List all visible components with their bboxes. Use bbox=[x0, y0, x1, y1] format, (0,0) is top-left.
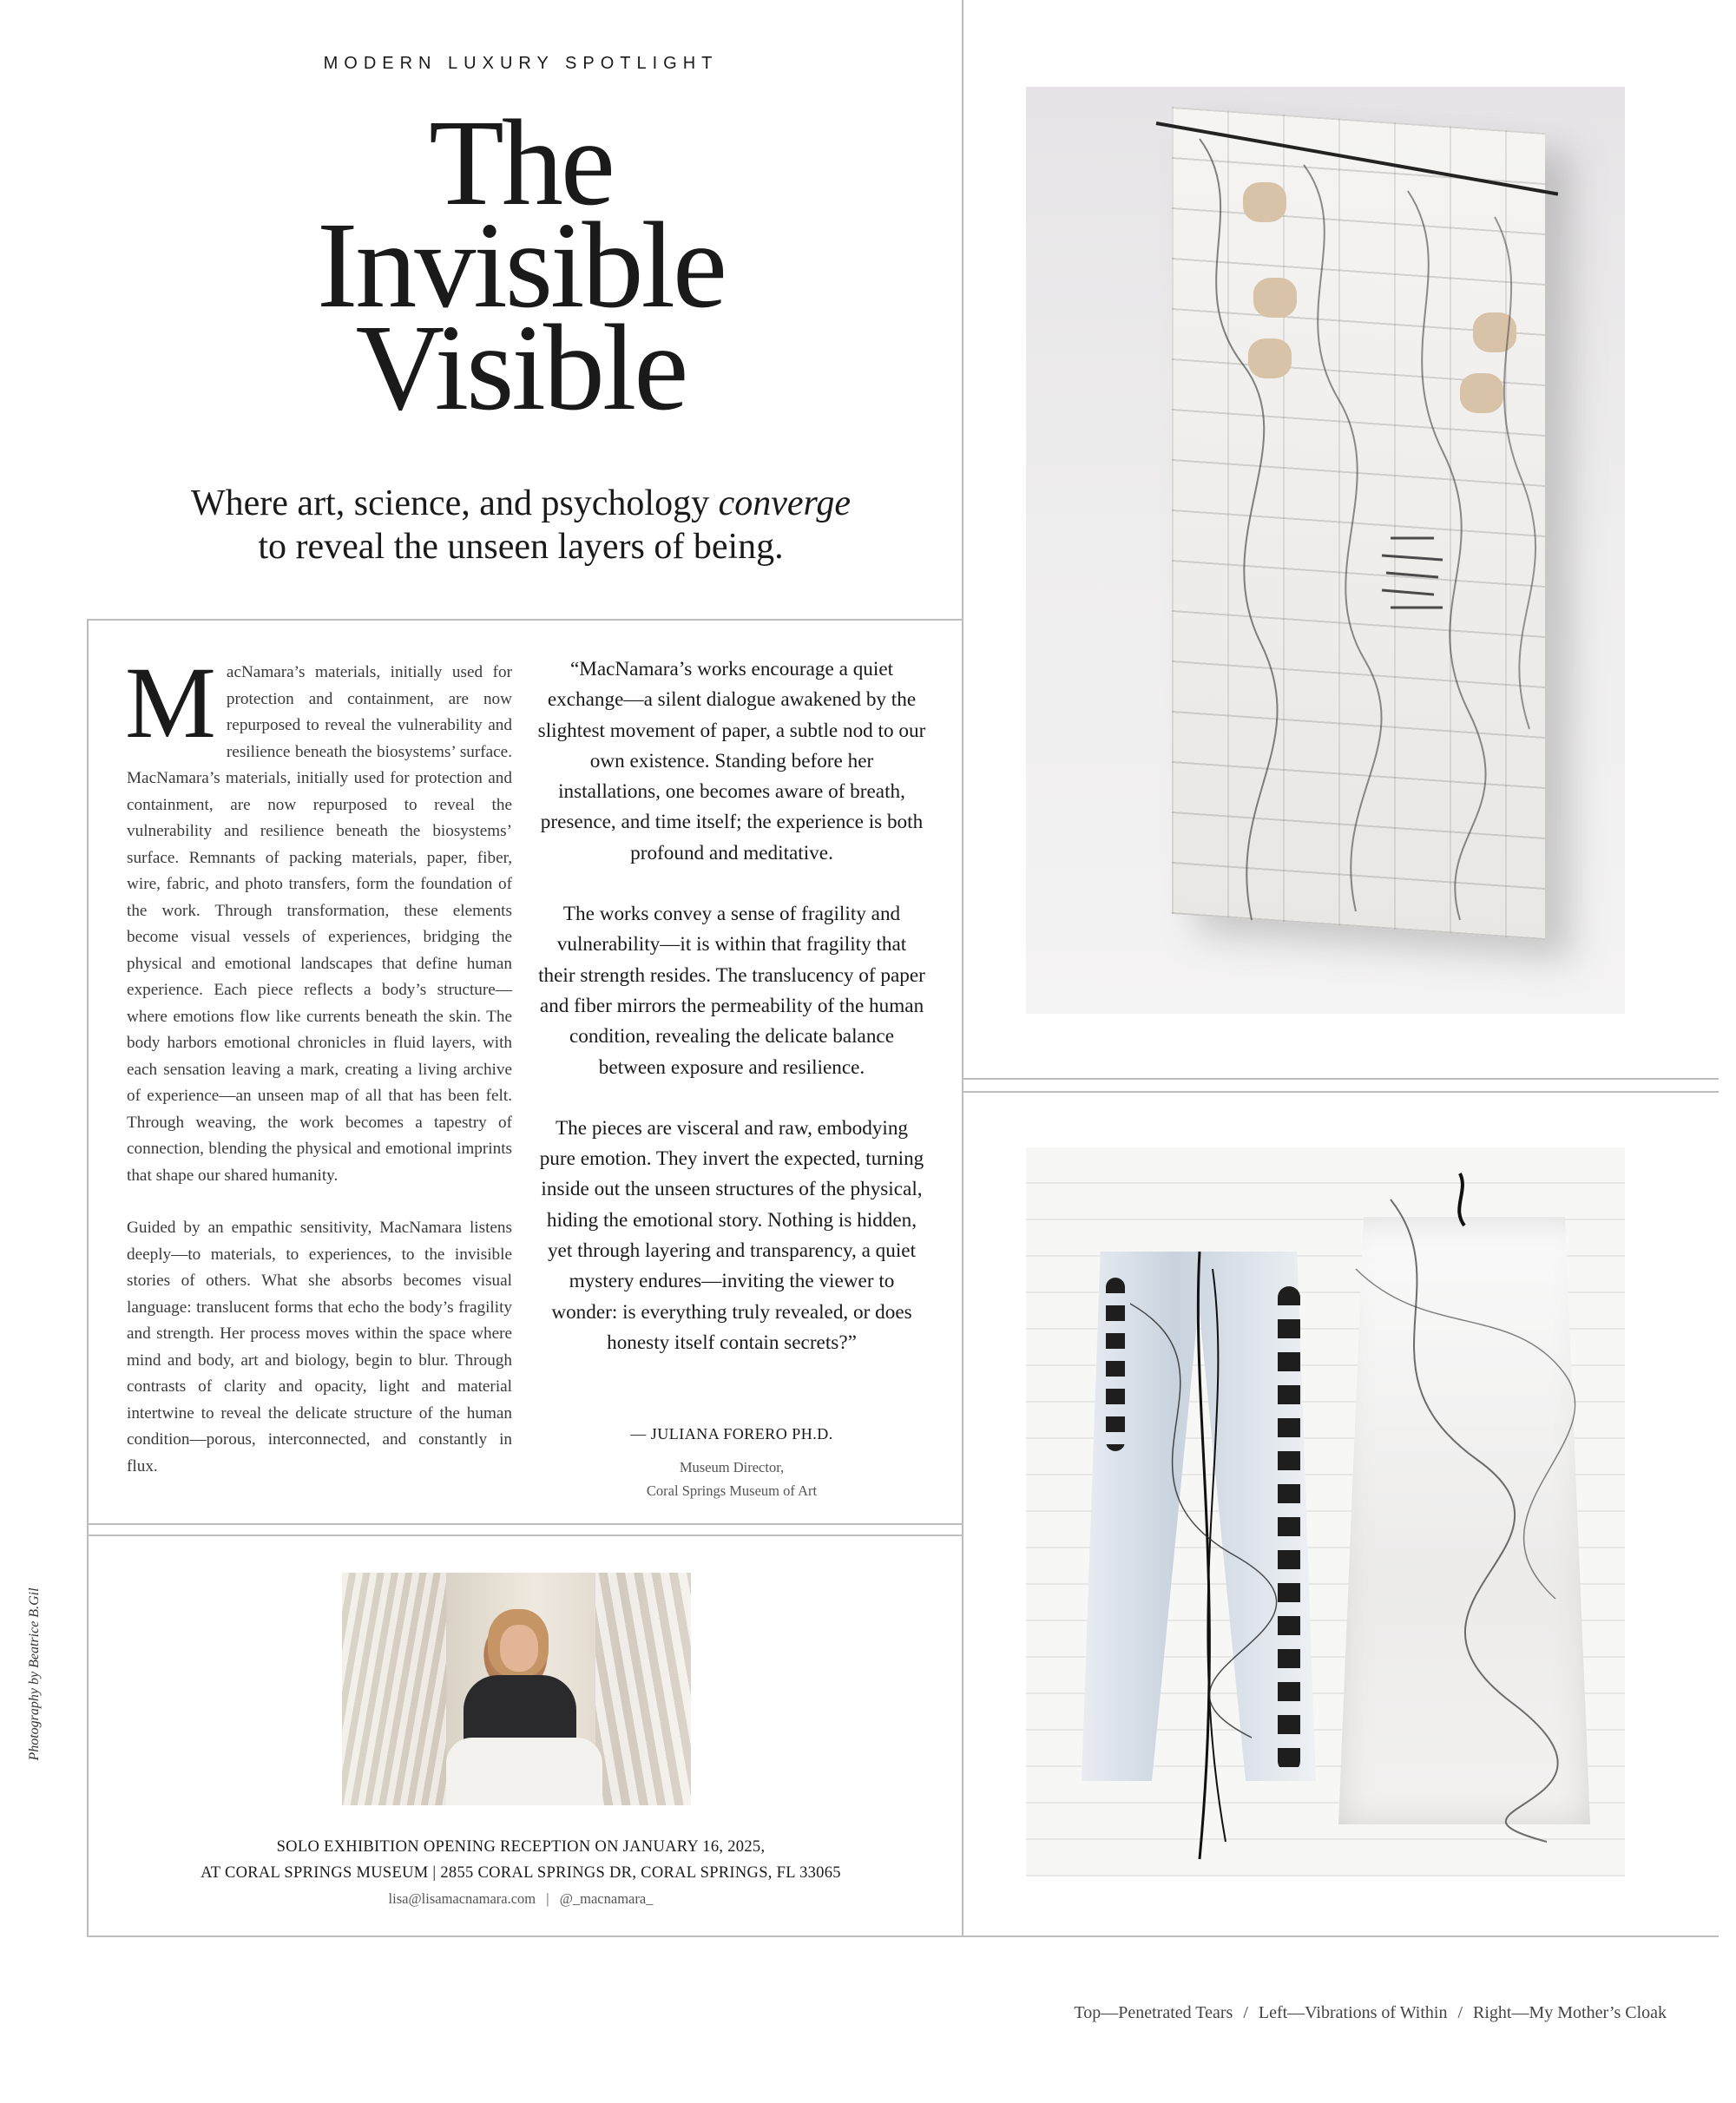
dek-emphasis: converge bbox=[718, 483, 851, 523]
text-box-left-rule bbox=[87, 619, 89, 1935]
portrait-drape-right bbox=[595, 1573, 691, 1805]
exhibition-box-top-rule bbox=[87, 1535, 962, 1536]
image-captions bbox=[981, 2003, 1667, 2023]
portrait-legs bbox=[446, 1738, 602, 1805]
vertical-divider bbox=[962, 0, 963, 1935]
portrait-face bbox=[500, 1625, 538, 1672]
caption-separator: / bbox=[1457, 2003, 1463, 2022]
artwork-vibrations-and-cloak-photo bbox=[1026, 1147, 1625, 1876]
title-line-3: Visible bbox=[355, 299, 687, 436]
photo-credit: Photography by Beatrice B.Gil bbox=[27, 1587, 42, 1761]
bottom-rule bbox=[87, 1935, 1719, 1937]
attribution-role: Museum Director, bbox=[679, 1459, 785, 1475]
contact-handle[interactable]: @_macnamara_ bbox=[559, 1890, 654, 1907]
article-title bbox=[87, 94, 955, 436]
caption-right: Right—My Mother’s Cloak bbox=[1473, 2003, 1667, 2022]
image-divider-rule-2 bbox=[962, 1091, 1719, 1093]
dek-lead: Where art, science, and psychology bbox=[191, 483, 719, 523]
article-dek bbox=[87, 482, 955, 568]
quote-paragraph-1: “MacNamara’s works encourage a quiet exchange—a silent dialogue awakened by the slightest movement of paper, a subtle nod to our own existence. Standing before her installations, one becomes aware of breath, presence, and time itself; the experience is both profound and meditative. bbox=[537, 658, 926, 864]
drop-cap: M bbox=[125, 646, 216, 759]
exhibition-reception: SOLO EXHIBITION OPENING RECEPTION ON JANUARY 16, 2025, bbox=[276, 1838, 766, 1856]
artwork-penetrated-tears-photo bbox=[1026, 87, 1625, 1014]
image-divider-rule-1 bbox=[962, 1078, 1719, 1080]
contact-line bbox=[87, 1890, 955, 1908]
body-paragraph-2: Guided by an empathic sensitivity, MacNamara listens deeply—to materials, to experiences, to the invisible stories of others. What she absorbs becomes visual language: translucent forms that echo the body’s fragility and strength. Her process moves within the space where mind and body, art and biology, begin to blur. Through contrasts of clarity and opacity, light and material intertwine to reveal the delicate structure of the human condition—porous, interconnected, and constantly in flux. bbox=[127, 1219, 512, 1475]
artwork-1-stitching bbox=[1026, 87, 1625, 1014]
body-text bbox=[125, 646, 512, 1506]
title-line-2: Invisible bbox=[317, 196, 725, 333]
body-paragraph-1-text: acNamara’s materials, initially used for protection and containment, are now repurposed to reveal the vulnerability and resilience beneath the biosystems’ surface. MacNamara’s materials, initially used for protection and containment, are now repurposed to reveal the vulnerability and resilience beneath the biosystems’ surface. Remnants of packing materials, paper, fiber, wire, fabric, and photo transfers, form the foundation of the work. Through transformation, these elements become visual vessels of experiences, bridging the physical and emotional landscapes that define human experience. Each piece reflects a body’s structure—where emotions flow like currents beneath the skin. The body harbors emotional chronicles in fluid layers, with each sensation leaving a mark, creating a living archive of experience—an unseen map of all that has been felt. Through weaving, the work becomes a tapestry of connection, blending the physical and emotional imprints that shape our shared humanity. bbox=[127, 663, 512, 1185]
quote-paragraph-2: The works convey a sense of fragility and vulnerability—it is within that fragility that their strength resides. The translucency of paper and fiber mirrors the permeability of the human condition, revealing the delicate balance between exposure and resilience. bbox=[538, 903, 925, 1079]
caption-top: Top—Penetrated Tears bbox=[1074, 2003, 1233, 2022]
quote-attribution: — JULIANA FORERO PH.D. bbox=[630, 1425, 833, 1443]
text-box-top-rule bbox=[87, 619, 962, 621]
quote-attribution-title bbox=[536, 1456, 927, 1502]
caption-left: Left—Vibrations of Within bbox=[1258, 2003, 1448, 2022]
artwork-2-threads bbox=[1026, 1147, 1625, 1876]
artist-portrait-photo bbox=[342, 1573, 691, 1805]
title-line-1: The bbox=[429, 94, 613, 231]
section-kicker: MODERN LUXURY SPOTLIGHT bbox=[323, 54, 719, 73]
attribution-organization: Coral Springs Museum of Art bbox=[646, 1482, 818, 1499]
portrait-drape-left bbox=[342, 1573, 446, 1805]
caption-separator: / bbox=[1243, 2003, 1248, 2022]
contact-divider: | bbox=[546, 1890, 549, 1907]
pull-quote bbox=[536, 654, 927, 1389]
dek-tail: to reveal the unseen layers of being. bbox=[258, 527, 784, 567]
text-box-bottom-rule bbox=[87, 1523, 962, 1525]
exhibition-address: AT CORAL SPRINGS MUSEUM | 2855 CORAL SPRINGS DR, CORAL SPRINGS, FL 33065 bbox=[201, 1864, 841, 1882]
quote-paragraph-3: The pieces are visceral and raw, embodying pure emotion. They invert the expected, turning inside out the unseen structures of the physical, hiding the emotional story. Nothing is hidden, yet through layering and transparency, a quiet mystery endures—inviting the viewer to wonder: is everything truly revealed, or does honesty itself contain secrets?” bbox=[539, 1116, 924, 1354]
body-paragraph-1 bbox=[125, 646, 512, 1189]
contact-email[interactable]: lisa@lisamacnamara.com bbox=[388, 1890, 536, 1907]
